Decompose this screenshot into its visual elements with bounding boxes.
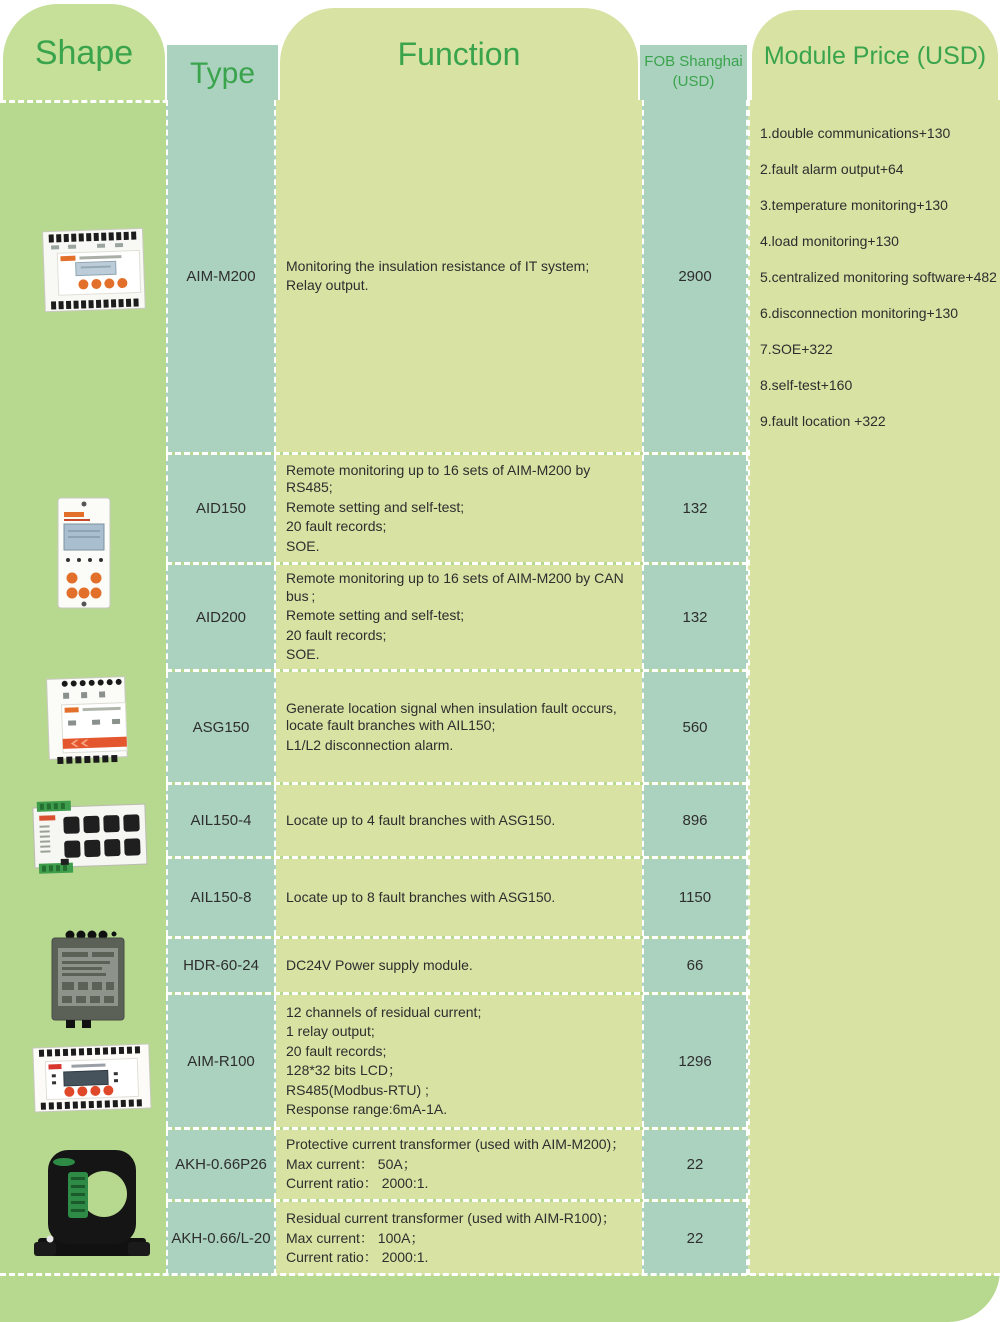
aid150-product-image xyxy=(52,494,116,617)
function-text: SOE. xyxy=(286,646,320,663)
module-price-item: 3.temperature monitoring+130 xyxy=(760,197,948,213)
table-row xyxy=(166,992,748,1127)
column-header-function: Function xyxy=(280,8,638,100)
module-price-item: 5.centralized monitoring software+482 xyxy=(760,269,997,285)
fob-price-cell: 896 xyxy=(642,785,748,856)
function-text: SOE. xyxy=(286,537,320,554)
type-cell: AID150 xyxy=(166,455,276,562)
function-text: Residual current transformer (used with AIM-R100)； xyxy=(286,1210,616,1227)
type-cell: AIL150-4 xyxy=(166,785,276,856)
function-text: DC24V Power supply module. xyxy=(286,956,473,973)
table-row xyxy=(166,856,748,936)
function-text: 12 channels of residual current; xyxy=(286,1003,482,1020)
table-row xyxy=(166,1199,748,1275)
function-cell xyxy=(276,1202,642,1275)
function-text: Response range:6mA-1A. xyxy=(286,1101,448,1117)
function-cell xyxy=(276,995,642,1127)
asg150-product-image xyxy=(36,666,138,774)
type-cell: AIM-M200 xyxy=(166,100,276,452)
function-text: Remote monitoring up to 16 sets of AIM-M200 by CAN bus ; xyxy=(286,570,624,604)
fob-price-cell: 22 xyxy=(642,1202,748,1275)
function-text: 128*32 bits LCD； xyxy=(286,1062,402,1078)
function-cell xyxy=(276,1130,642,1199)
function-text: Locate up to 4 fault branches with ASG150. xyxy=(286,811,556,828)
module-price-item: 4.load monitoring+130 xyxy=(760,233,899,249)
function-text: Max current： 50A； xyxy=(286,1155,417,1172)
type-cell: AKH-0.66P26 xyxy=(166,1130,276,1199)
product-table xyxy=(166,100,748,1275)
function-text: Monitoring the insulation resistance of IT system; xyxy=(286,257,590,274)
type-cell: AIL150-8 xyxy=(166,859,276,936)
type-cell: AIM-R100 xyxy=(166,995,276,1127)
ail150-product-image xyxy=(29,796,152,881)
aim-r100-product-image xyxy=(26,1032,157,1129)
table-row xyxy=(166,1127,748,1199)
function-text: Current ratio： 2000:1. xyxy=(286,1175,429,1192)
module-price-item: 9.fault location +322 xyxy=(760,413,886,429)
function-text: L1/L2 disconnection alarm. xyxy=(286,736,454,753)
function-cell xyxy=(276,859,642,936)
module-price-list xyxy=(748,100,1000,1275)
column-header-type: Type xyxy=(167,45,278,100)
table-row xyxy=(166,562,748,669)
aim-m200-product-image xyxy=(34,216,156,330)
function-text: Relay output. xyxy=(286,277,369,293)
fob-price-cell: 560 xyxy=(642,672,748,782)
module-price-item: 6.disconnection monitoring+130 xyxy=(760,305,959,321)
type-cell: AKH-0.66/L-20 xyxy=(166,1202,276,1275)
function-cell xyxy=(276,100,642,452)
function-cell xyxy=(276,939,642,992)
table-row xyxy=(166,100,748,452)
type-cell: HDR-60-24 xyxy=(166,939,276,992)
fob-header-line2: (USD) xyxy=(672,73,715,90)
fob-price-cell: 132 xyxy=(642,455,748,562)
function-text: Max current： 100A； xyxy=(286,1229,425,1246)
type-cell: AID200 xyxy=(166,565,276,669)
function-text: Locate up to 8 fault branches with ASG150. xyxy=(286,888,556,905)
function-text: Remote setting and self-test; xyxy=(286,498,465,515)
function-text: 1 relay output; xyxy=(286,1023,375,1039)
fob-price-cell: 1296 xyxy=(642,995,748,1127)
fob-header-line1: FOB Shanghai xyxy=(644,53,743,70)
function-cell xyxy=(276,672,642,782)
table-row xyxy=(166,452,748,562)
function-text: Current ratio： 2000:1. xyxy=(286,1249,429,1266)
function-text: Remote monitoring up to 16 sets of AIM-M200 by RS485; xyxy=(286,461,591,496)
table-bottom-border xyxy=(0,1273,1000,1276)
function-text: Protective current transformer (used with AIM-M200)； xyxy=(286,1136,626,1153)
column-header-fob xyxy=(640,45,747,100)
table-row xyxy=(166,782,748,856)
hdr-60-24-product-image xyxy=(44,926,132,1035)
fob-price-cell: 2900 xyxy=(642,100,748,452)
column-header-module-price: Module Price (USD) xyxy=(752,10,998,100)
column-header-shape: Shape xyxy=(3,4,165,100)
module-price-item: 7.SOE+322 xyxy=(760,341,833,357)
function-text: 20 fault records; xyxy=(286,518,387,535)
function-text: Generate location signal when insulation fault occurs, locate fault branches with AIL150; xyxy=(286,699,617,734)
akh-current-transformer-image xyxy=(32,1142,152,1272)
fob-price-cell: 132 xyxy=(642,565,748,669)
table-row xyxy=(166,669,748,782)
function-cell xyxy=(276,455,642,562)
function-cell xyxy=(276,785,642,856)
module-price-item: 8.self-test+160 xyxy=(760,377,853,393)
fob-price-cell: 1150 xyxy=(642,859,748,936)
type-cell: ASG150 xyxy=(166,672,276,782)
module-price-item: 1.double communications+130 xyxy=(760,125,951,141)
function-text: 20 fault records; xyxy=(286,1042,387,1059)
table-row xyxy=(166,936,748,992)
function-text: 20 fault records; xyxy=(286,626,387,643)
module-price-item: 2.fault alarm output+64 xyxy=(760,161,904,177)
fob-price-cell: 22 xyxy=(642,1130,748,1199)
function-text: Remote setting and self-test; xyxy=(286,607,465,624)
function-text: RS485(Modbus-RTU) ; xyxy=(286,1081,429,1098)
fob-price-cell: 66 xyxy=(642,939,748,992)
function-cell xyxy=(276,565,642,669)
